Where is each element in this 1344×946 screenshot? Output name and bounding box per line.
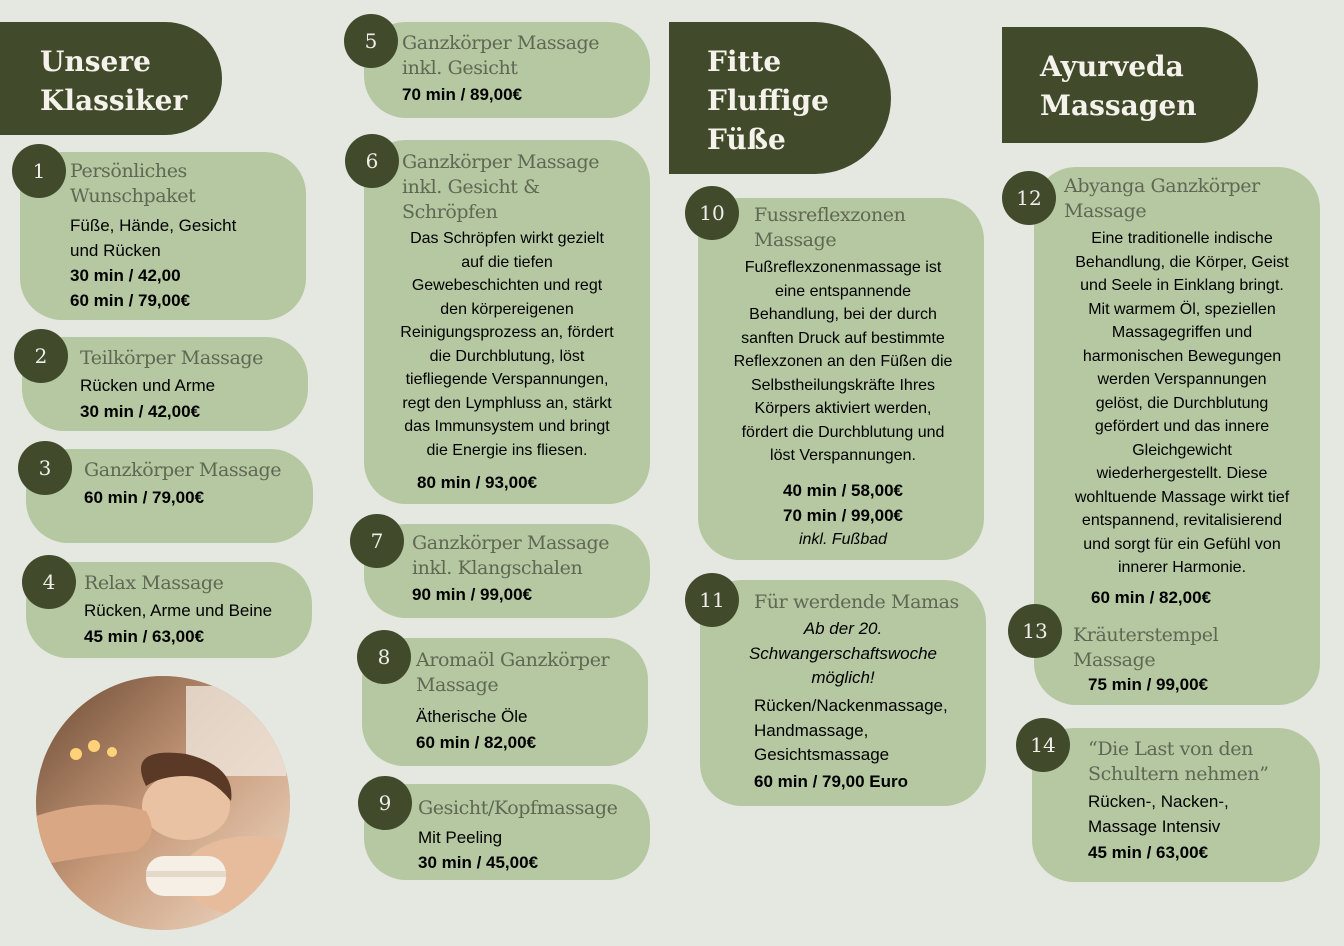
service-title: Abyanga Ganzkörper Massage	[1064, 175, 1260, 222]
service-price: 60 min / 82,00€	[1091, 588, 1212, 607]
service-title: Teilkörper Massage	[80, 347, 263, 369]
service-price: 60 min / 82,00€	[416, 733, 537, 752]
service-description: Mit Peeling	[418, 828, 503, 847]
service-description: Das Schröpfen wirkt gezielt auf die tiefen Gewebeschichten und regt den körpereigenen Reinigungsprozess an, fördert die Durchblutung, löst tiefliegende Verspannungen, regt den Lymphluss an, stärkt das Immunsystem und bringt die Energie ins fliesen.	[400, 230, 614, 459]
service-title: Kräuterstempel Massage	[1073, 624, 1219, 671]
number-badge: 9	[358, 776, 412, 830]
service-description: Rücken und Arme	[80, 376, 216, 395]
service-description: Ätherische Öle	[416, 707, 528, 726]
header-text: Fitte Fluffige Füße	[707, 45, 829, 156]
service-title: “Die Last von den Schultern nehmen”	[1088, 738, 1269, 785]
service-note: inkl. Fußbad	[798, 531, 888, 548]
service-price: 30 min / 45,00€	[418, 853, 539, 872]
service-title: Aromaöl Ganzkörper Massage	[416, 649, 610, 696]
number-badge: 5	[344, 14, 398, 68]
service-description: Eine traditionelle indische Behandlung, die Körper, Geist und Seele in Einklang bringt. Mit warmem Öl, speziellen Massagegriffen und harmonischen Bewegungen werden Verspannungen gelöst, die Durchblutung gefördert und das innere Gleichgewicht wiederhergestellt. Diese wohltuende Massage wirkt tief entspannend, revitalisierend und sorgt für ein Gefühl von innerer Harmonie.	[1074, 230, 1290, 576]
service-price: 60 min / 79,00 Euro	[754, 772, 909, 791]
number-badge: 6	[345, 134, 399, 188]
number-badge: 1	[12, 144, 66, 198]
massage-photo	[36, 676, 290, 930]
service-description: Rücken/Nackenmassage, Handmassage, Gesichtsmassage	[754, 696, 948, 764]
number-badge: 2	[14, 329, 68, 383]
service-title: Gesicht/Kopfmassage	[418, 797, 618, 819]
header-unsere-klassiker	[0, 22, 222, 135]
service-title: Ganzkörper Massage inkl. Gesicht & Schröpfen	[402, 151, 600, 223]
service-title: Ganzkörper Massage	[84, 459, 282, 481]
service-price: 45 min / 63,00€	[1088, 843, 1209, 862]
service-description: Füße, Hände, Gesicht und Rücken	[70, 216, 237, 260]
service-description: Rücken-, Nacken-, Massage Intensiv	[1088, 792, 1229, 836]
number-badge: 3	[18, 441, 72, 495]
massage-illustration	[36, 676, 290, 930]
service-price: 80 min / 93,00€	[417, 473, 538, 492]
service-price: 90 min / 99,00€	[412, 585, 533, 604]
service-price: 70 min / 89,00€	[402, 85, 523, 104]
header-text: Ayurveda Massagen	[1040, 50, 1197, 122]
number-badge: 10	[685, 186, 739, 240]
number-badge: 14	[1016, 718, 1070, 772]
number-badge: 7	[350, 514, 404, 568]
service-title: Für werdende Mamas	[754, 591, 959, 613]
service-title: Relax Massage	[84, 572, 224, 594]
service-title: Fussreflexzonen Massage	[754, 204, 906, 251]
service-title: Ganzkörper Massage inkl. Gesicht	[402, 32, 600, 79]
number-badge: 13	[1008, 604, 1062, 658]
header-fitte-fluffige-fuesse	[669, 22, 891, 174]
service-price: 60 min / 79,00€	[84, 488, 205, 507]
service-description: Rücken, Arme und Beine	[84, 601, 273, 620]
service-price: 30 min / 42,00€	[80, 402, 201, 421]
service-title: Ganzkörper Massage inkl. Klangschalen	[412, 532, 610, 579]
service-title: Persönliches Wunschpaket	[70, 160, 196, 207]
header-ayurveda-massagen	[1002, 27, 1258, 143]
number-badge: 11	[685, 573, 739, 627]
service-description: Fußreflexzonenmassage ist eine entspannende Behandlung, bei der durch sanften Druck auf bestimmte Reflexzonen an den Füßen die Selbstheilungskräfte Ihres Körpers aktiviert werden, fördert die Durchblutung und löst Verspannungen.	[733, 259, 953, 464]
service-price: 75 min / 99,00€	[1088, 675, 1209, 694]
service-note: Ab der 20. Schwangerschaftswoche möglich!	[748, 619, 938, 687]
service-price: 30 min / 42,00 60 min / 79,00€	[70, 266, 191, 310]
number-badge: 4	[22, 555, 76, 609]
number-badge: 8	[357, 630, 411, 684]
header-text: Unsere Klassiker	[40, 45, 188, 117]
number-badge: 12	[1002, 171, 1056, 225]
service-price: 45 min / 63,00€	[84, 627, 205, 646]
service-price: 40 min / 58,00€ 70 min / 99,00€	[782, 481, 904, 525]
